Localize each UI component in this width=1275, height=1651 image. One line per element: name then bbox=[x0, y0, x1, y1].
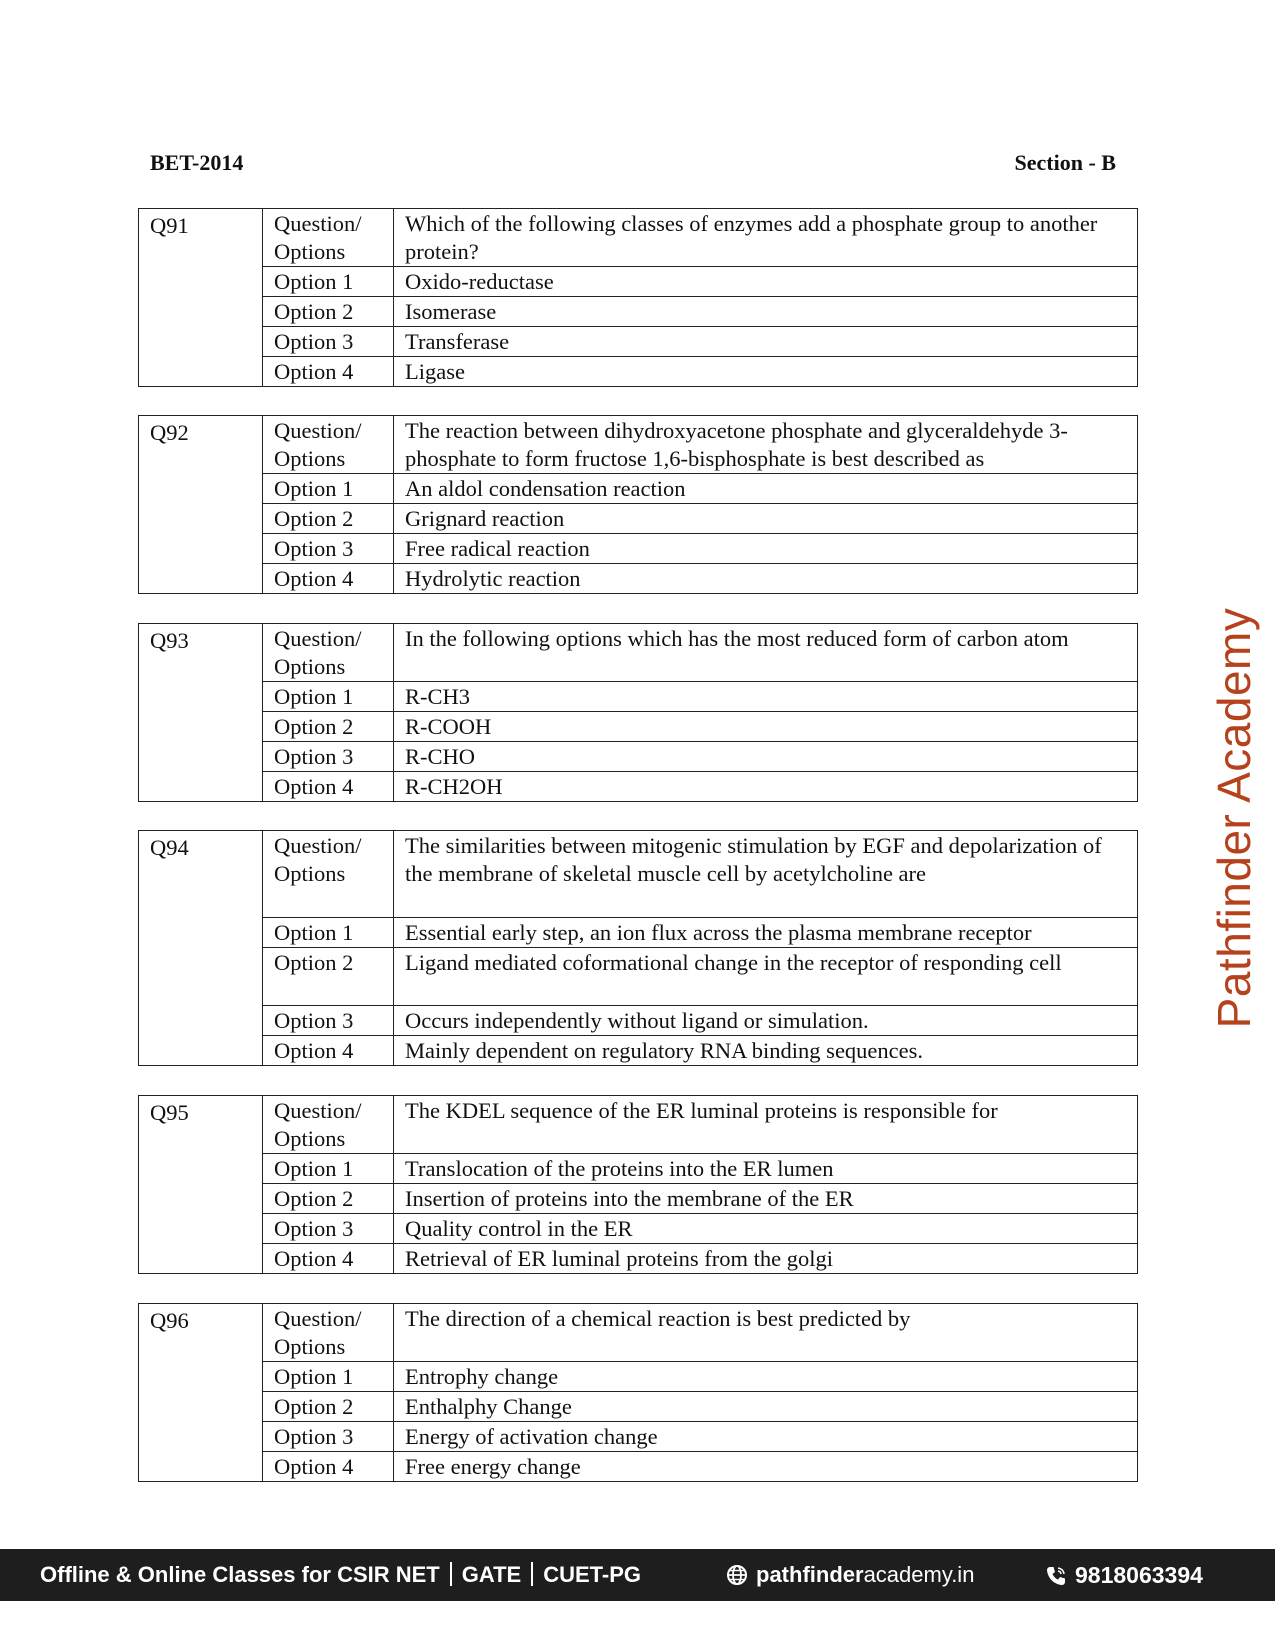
exam-title: BET-2014 bbox=[150, 150, 244, 175]
option-row bbox=[139, 267, 1138, 297]
option-row bbox=[139, 1392, 1138, 1422]
option-label: Option 3 bbox=[263, 327, 394, 357]
option-text: Essential early step, an ion flux across the plasma membrane receptor bbox=[394, 918, 1138, 948]
option-text: Free energy change bbox=[394, 1452, 1138, 1482]
phone-number: 9818063394 bbox=[1075, 1562, 1203, 1588]
option-text: Free radical reaction bbox=[394, 534, 1138, 564]
option-text: Energy of activation change bbox=[394, 1422, 1138, 1452]
course-gate: GATE bbox=[461, 1562, 522, 1587]
question-label: Question/ Options bbox=[263, 624, 394, 682]
option-label: Option 2 bbox=[263, 504, 394, 534]
option-label: Option 3 bbox=[263, 1422, 394, 1452]
option-text: R-CHO bbox=[394, 742, 1138, 772]
option-row bbox=[139, 504, 1138, 534]
question-row bbox=[139, 416, 1138, 474]
option-row bbox=[139, 1006, 1138, 1036]
footer-phone[interactable] bbox=[1045, 1562, 1203, 1593]
option-row bbox=[139, 357, 1138, 387]
option-row bbox=[139, 742, 1138, 772]
option-row bbox=[139, 534, 1138, 564]
divider bbox=[450, 1562, 452, 1586]
option-label: Option 3 bbox=[263, 742, 394, 772]
question-label: Question/ Options bbox=[263, 831, 394, 918]
option-label: Option 1 bbox=[263, 918, 394, 948]
option-row bbox=[139, 1036, 1138, 1066]
option-label: Option 2 bbox=[263, 1184, 394, 1214]
option-text: Quality control in the ER bbox=[394, 1214, 1138, 1244]
option-label: Option 4 bbox=[263, 772, 394, 802]
question-label: Question/ Options bbox=[263, 209, 394, 267]
option-row bbox=[139, 1154, 1138, 1184]
watermark: Pathfinder Academy bbox=[1208, 607, 1260, 1029]
option-row bbox=[139, 918, 1138, 948]
option-text: Translocation of the proteins into the ER lumen bbox=[394, 1154, 1138, 1184]
course-csir: Offline & Online Classes for CSIR NET bbox=[40, 1562, 440, 1587]
option-label: Option 3 bbox=[263, 1006, 394, 1036]
option-row bbox=[139, 297, 1138, 327]
option-text: Transferase bbox=[394, 327, 1138, 357]
option-row bbox=[139, 564, 1138, 594]
option-label: Option 2 bbox=[263, 297, 394, 327]
question-table-q94 bbox=[138, 830, 1138, 1066]
option-text: Retrieval of ER luminal proteins from the golgi bbox=[394, 1244, 1138, 1274]
option-row bbox=[139, 1452, 1138, 1482]
option-row bbox=[139, 682, 1138, 712]
option-row bbox=[139, 1184, 1138, 1214]
footer-website-link[interactable] bbox=[726, 1562, 974, 1592]
option-label: Option 4 bbox=[263, 1244, 394, 1274]
option-row bbox=[139, 948, 1138, 1006]
footer-courses bbox=[40, 1562, 641, 1588]
option-text: Enthalphy Change bbox=[394, 1392, 1138, 1422]
option-label: Option 4 bbox=[263, 564, 394, 594]
option-label: Option 1 bbox=[263, 1154, 394, 1184]
option-text: R-COOH bbox=[394, 712, 1138, 742]
question-text: The direction of a chemical reaction is best predicted by bbox=[394, 1304, 1138, 1362]
option-text: Occurs independently without ligand or simulation. bbox=[394, 1006, 1138, 1036]
question-row bbox=[139, 1096, 1138, 1154]
option-label: Option 3 bbox=[263, 1214, 394, 1244]
option-row bbox=[139, 327, 1138, 357]
question-text: In the following options which has the most reduced form of carbon atom bbox=[394, 624, 1138, 682]
option-label: Option 4 bbox=[263, 1452, 394, 1482]
question-table-q96 bbox=[138, 1303, 1138, 1482]
option-row bbox=[139, 1422, 1138, 1452]
question-number: Q91 bbox=[139, 209, 263, 387]
question-label: Question/ Options bbox=[263, 416, 394, 474]
option-row bbox=[139, 772, 1138, 802]
option-row bbox=[139, 712, 1138, 742]
website-domain: academy.in bbox=[863, 1562, 975, 1587]
question-row bbox=[139, 831, 1138, 918]
question-number: Q96 bbox=[139, 1304, 263, 1482]
question-number: Q94 bbox=[139, 831, 263, 1066]
option-text: Grignard reaction bbox=[394, 504, 1138, 534]
phone-icon bbox=[1045, 1565, 1067, 1593]
question-number: Q92 bbox=[139, 416, 263, 594]
option-text: Entrophy change bbox=[394, 1362, 1138, 1392]
globe-icon bbox=[726, 1564, 748, 1592]
option-label: Option 4 bbox=[263, 357, 394, 387]
question-text: The KDEL sequence of the ER luminal proteins is responsible for bbox=[394, 1096, 1138, 1154]
question-text: The similarities between mitogenic stimulation by EGF and depolarization of the membrane of skeletal muscle cell by acetylcholine are bbox=[394, 831, 1138, 918]
question-row bbox=[139, 1304, 1138, 1362]
question-text: Which of the following classes of enzymes add a phosphate group to another protein? bbox=[394, 209, 1138, 267]
question-text: The reaction between dihydroxyacetone phosphate and glyceraldehyde 3-phosphate to form fructose 1,6-bisphosphate is best described as bbox=[394, 416, 1138, 474]
option-label: Option 2 bbox=[263, 712, 394, 742]
option-label: Option 1 bbox=[263, 474, 394, 504]
option-row bbox=[139, 1244, 1138, 1274]
option-text: Mainly dependent on regulatory RNA binding sequences. bbox=[394, 1036, 1138, 1066]
course-cuet: CUET-PG bbox=[543, 1562, 642, 1587]
option-label: Option 3 bbox=[263, 534, 394, 564]
question-number: Q93 bbox=[139, 624, 263, 802]
website-name: pathfinder bbox=[756, 1562, 864, 1587]
question-label: Question/ Options bbox=[263, 1096, 394, 1154]
footer-banner bbox=[0, 1549, 1275, 1601]
question-row bbox=[139, 624, 1138, 682]
question-table-q95 bbox=[138, 1095, 1138, 1274]
option-text: Ligase bbox=[394, 357, 1138, 387]
option-text: R-CH2OH bbox=[394, 772, 1138, 802]
question-table-q92 bbox=[138, 415, 1138, 594]
option-label: Option 4 bbox=[263, 1036, 394, 1066]
option-label: Option 2 bbox=[263, 1392, 394, 1422]
question-table-q91 bbox=[138, 208, 1138, 387]
option-label: Option 1 bbox=[263, 1362, 394, 1392]
option-label: Option 2 bbox=[263, 948, 394, 1006]
question-number: Q95 bbox=[139, 1096, 263, 1274]
option-text: R-CH3 bbox=[394, 682, 1138, 712]
option-text: Ligand mediated coformational change in the receptor of responding cell bbox=[394, 948, 1138, 1006]
option-row bbox=[139, 1362, 1138, 1392]
option-text: Hydrolytic reaction bbox=[394, 564, 1138, 594]
question-table-q93 bbox=[138, 623, 1138, 802]
divider bbox=[531, 1562, 533, 1586]
section-title: Section - B bbox=[1014, 150, 1116, 175]
option-text: Isomerase bbox=[394, 297, 1138, 327]
option-row bbox=[139, 474, 1138, 504]
option-label: Option 1 bbox=[263, 682, 394, 712]
option-row bbox=[139, 1214, 1138, 1244]
option-text: Insertion of proteins into the membrane of the ER bbox=[394, 1184, 1138, 1214]
option-label: Option 1 bbox=[263, 267, 394, 297]
option-text: Oxido-reductase bbox=[394, 267, 1138, 297]
question-label: Question/ Options bbox=[263, 1304, 394, 1362]
page-header bbox=[150, 150, 1116, 182]
question-row bbox=[139, 209, 1138, 267]
option-text: An aldol condensation reaction bbox=[394, 474, 1138, 504]
